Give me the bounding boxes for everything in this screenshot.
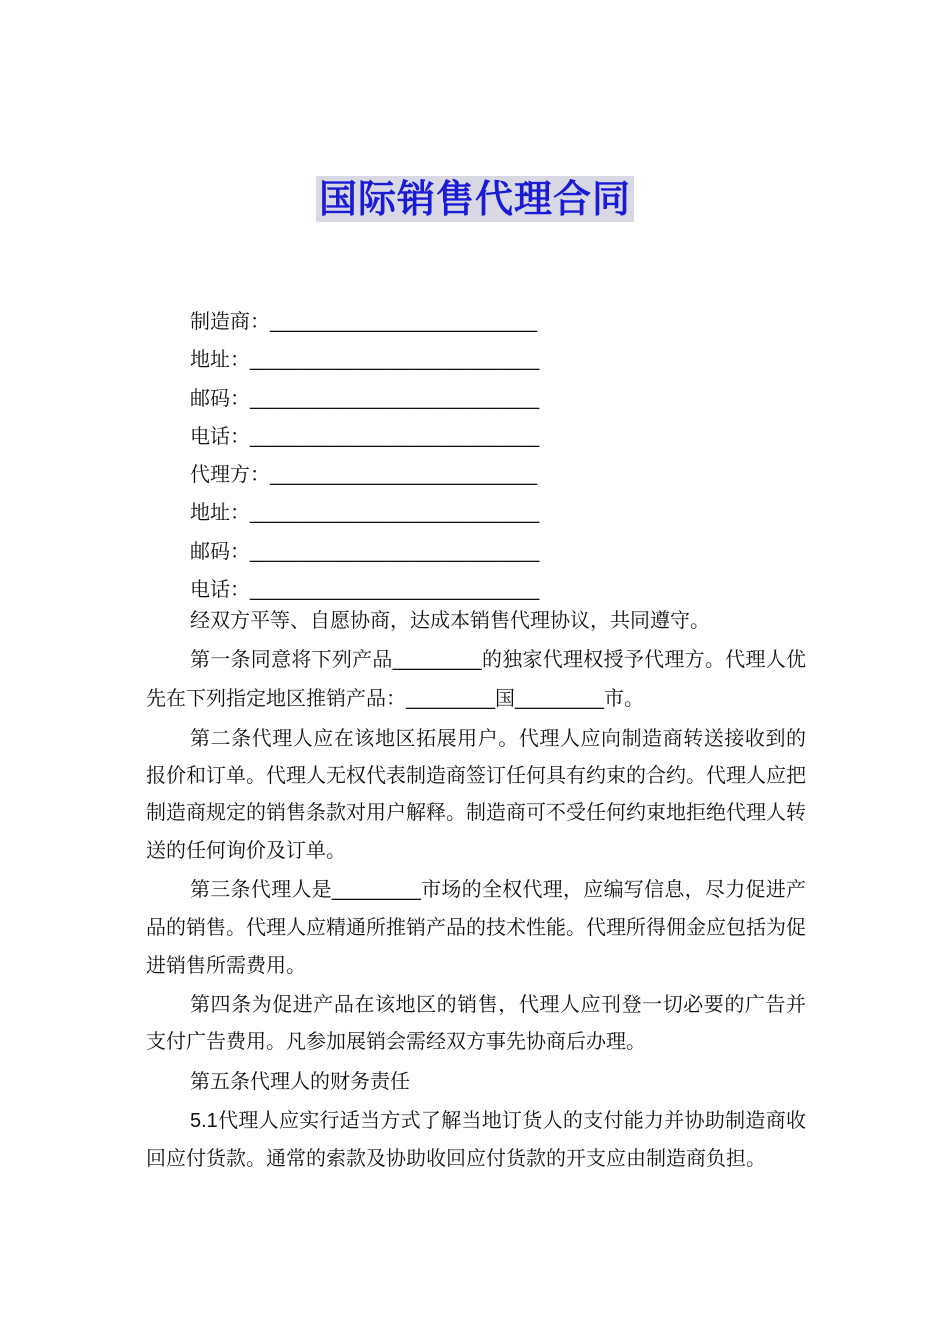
article-2: 第二条代理人应在该地区拓展用户。代理人应向制造商转送接收到的报价和订单。代理人无权代表制造商签订任何具有约束的合约。代理人应把制造商规定的销售条款对用户解释。制造商可不受任何约束地拒绝代理人转送的任何询价及订单。 (146, 725, 806, 862)
article-text: 的独家代理权授予代理方。代理人优先在下列指定地区推销产品： (146, 647, 807, 710)
agent-postcode-field (190, 533, 539, 571)
manufacturer-address-field (190, 341, 539, 379)
field-blank: __________________________ (250, 502, 540, 525)
article-5-1 (146, 1102, 806, 1178)
article-5-heading: 第五条代理人的财务责任 (190, 1068, 410, 1093)
title-block (0, 176, 950, 222)
article-text: 代理人应实行适当方式了解当地订货人的支付能力并协助制造商收回应付货款。通常的索款及协助收回应付货款的开支应由制造商负担。 (146, 1107, 806, 1171)
article-4: 第四条为促进产品在该地区的销售，代理人应刊登一切必要的广告并支付广告费用。凡参加展销会需经双方事先协商后办理。 (146, 991, 806, 1054)
field-label: 代理方： (190, 462, 270, 487)
party-fields (190, 303, 539, 609)
clause-number: 5.1 (190, 1109, 218, 1132)
field-label: 制造商： (190, 309, 270, 333)
field-label: 地址： (190, 347, 250, 372)
manufacturer-postcode-field (190, 380, 539, 418)
intro-paragraph: 经双方平等、自愿协商，达成本销售代理协议，共同遵守。 (190, 608, 710, 632)
field-blank: __________________________ (250, 540, 540, 563)
field-blank: __________________________ (250, 579, 540, 602)
article-text: 国 (494, 685, 515, 710)
field-label: 邮码： (190, 385, 250, 410)
field-blank: ________________________ (270, 311, 537, 333)
market-blank: ________ (331, 879, 421, 902)
field-blank: ________________________ (270, 464, 537, 487)
field-blank: __________________________ (250, 349, 540, 372)
field-label: 电话： (190, 423, 250, 448)
article-text: 市。 (603, 685, 644, 710)
agent-field (190, 456, 539, 494)
field-label: 电话： (190, 577, 250, 602)
article-text: 第一条同意将下列产品 (190, 647, 393, 672)
field-label: 地址： (190, 500, 250, 525)
manufacturer-phone-field (190, 418, 539, 456)
field-blank: __________________________ (250, 425, 540, 448)
document-title: 国际销售代理合同 (316, 176, 634, 222)
contract-body (146, 602, 806, 1179)
city-blank: ________ (514, 687, 604, 710)
manufacturer-field (190, 303, 539, 341)
field-label: 邮码： (190, 538, 250, 563)
article-text: 第三条代理人是 (190, 877, 332, 902)
field-blank: __________________________ (250, 387, 540, 410)
article-1 (146, 641, 806, 718)
agent-address-field (190, 494, 539, 532)
article-3 (146, 871, 806, 984)
product-blank: ________ (392, 649, 482, 672)
country-blank: ________ (406, 687, 495, 710)
article-text: 市场的全权代理，应编写信息，尽力促进产品的销售。代理人应精通所推销产品的技术性能。代理所得佣金应包括为促进销售所需费用。 (146, 877, 807, 977)
